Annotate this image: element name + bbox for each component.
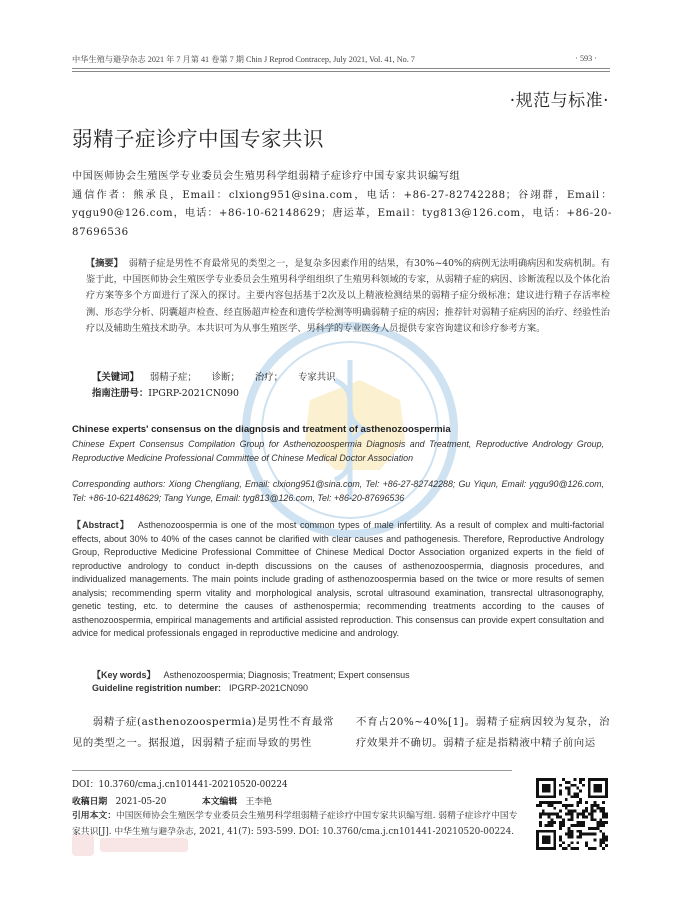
keywords-cn <box>92 369 348 383</box>
keywords-cn-label: 【关键词】 <box>92 372 139 383</box>
abstract-cn-label: 【摘要】 <box>86 258 123 269</box>
english-group: Chinese Expert Consensus Compilation Group for Asthenozoospermia Diagnosis and Treatment, Reproductive Andrology Group, Reproductive Medicine Professional Committee of Chinese Medical Doctor Association <box>72 439 604 463</box>
abstract-cn <box>86 256 610 337</box>
running-header: 中华生殖与避孕杂志 2021 年 7 月第 41 卷第 7 期 Chin J Reprod Contracep, July 2021, Vol. 41, No. 7 <box>72 55 415 64</box>
keyword: 弱精子症； <box>149 372 197 383</box>
body-column-right: 不育占20%~40%[1]。弱精子症病因较为复杂，治疗效果并不确切。弱精子症是指精液中精子前向运 <box>356 716 610 749</box>
dates-line <box>72 794 272 807</box>
guideline-cn-value: IPGRP-2021CN090 <box>148 388 239 399</box>
english-keywords-text: Asthenozoospermia; Diagnosis; Treatment; Expert consensus <box>163 670 410 680</box>
citation-text: 中国医师协会生殖医学专业委员会生殖男科学组弱精子症诊疗中国专家共识编写组. 弱精子症诊疗中国专家共识[J]. 中华生殖与避孕杂志, 2021, 41(7): 593-599. DOI: 10.3760/cma.j.cn101441-20210520-00224. <box>72 811 518 837</box>
footnote-rule <box>72 770 512 771</box>
english-guideline-value: IPGRP-2021CN090 <box>229 683 309 693</box>
guideline-cn-label: 指南注册号： <box>92 388 149 399</box>
page-number: · 593 · <box>575 54 597 63</box>
body-column-left: 弱精子症(asthenozoospermia)是男性不育最常见的类型之一。据报道，因弱精子症而导致的男性 <box>72 716 334 749</box>
doi: DOI：10.3760/cma.j.cn101441-20210520-00224 <box>72 780 288 790</box>
english-keywords <box>92 668 410 681</box>
english-title: Chinese experts' consensus on the diagnosis and treatment of asthenozoospermia <box>72 424 451 435</box>
header-rule <box>72 68 610 69</box>
abstract-cn-text: 弱精子症是男性不育最常见的类型之一，是复杂多因素作用的结果，有30%~40%的病例无法明确病因和发病机制。有鉴于此，中国医师协会生殖医学专业委员会生殖男科学组组织了生殖男科领域的专家，从弱精子症的病因、诊断流程以及个体化治疗方案等多个方面进行了深入的探讨。主要内容包括基于2次及以上精液检测结果的弱精子症分级标准；建议进行精子存活率检测、形态学分析、阴囊超声检查、经直肠超声检查和遗传学检测等明确弱精子症的病因；推荐针对弱精子症病因的治疗、经验性治疗以及辅助生殖技术助孕。本共识可为从事生殖医学、男科学的专业医务人员提供专家咨询建议和诊疗参考方案。 <box>86 258 611 334</box>
english-keywords-label: 【Key words】 <box>92 670 156 680</box>
keyword: 诊断； <box>211 372 240 383</box>
keyword: 治疗； <box>254 372 284 383</box>
page-title: 弱精子症诊疗中国专家共识 <box>72 127 324 151</box>
editor-label: 本文编辑 <box>201 797 238 807</box>
section-label: ·规范与标准· <box>509 91 609 111</box>
english-abstract <box>72 519 604 641</box>
english-guideline-label: Guideline registrition number: <box>92 683 222 693</box>
guideline-cn <box>92 385 239 399</box>
citation-label: 引用本文： <box>72 811 116 821</box>
header-rule-secondary <box>72 71 610 72</box>
english-abstract-text: Asthenozoospermia is one of the most common types of male infertility. As a result of complex and multi-factorial effects, about 30% to 40% of the cases cannot be clarified with clear causes and pathogenesis. Therefore, Reproductive Andrology Group, Reproductive Medicine Professional Committee of Chinese Medical Doctor Association organized experts in the field of reproductive andrology to conduct in-depth discussions on the causes of asthenozoospermia, diagnosis procedures, and individualized managements. The main points include grading of asthenozoospermia based on the twice or more results of semen analysis; recommending sperm vitality and morphological analysis, scrotal ultrasound examination, transrectal ultrasonography, genetic testing, etc. to determine the causes of asthenospermia; recommending treatments according to the causes of asthenozoospermia, empirical managements and artificial assisted reproduction. This consensus can provide expert consultation and advice for medical professionals engaged in reproductive medicine and andrology. <box>72 520 605 638</box>
editor-value: 王李艳 <box>245 797 272 807</box>
english-corresponding: Corresponding authors: Xiong Chengliang, Email: clxiong951@sina.com, Tel: +86-27-82742288; Gu Yiqun, Email: yqgu90@126.com, Tel: +86-10-62148629; Tang Yunge, Email: tyg813@126.com, Tel: +86-20-87696536 <box>72 479 604 503</box>
english-guideline <box>92 683 308 693</box>
keyword: 专家共识 <box>298 372 336 383</box>
authors-block: 中国医师协会生殖医学专业委员会生殖男科学组弱精子症诊疗中国专家共识编写组 通信作者：熊承良，Email：clxiong951@sina.com，电话：+86-27-82742288；谷翊群，Email：yqgu90@126.com，电话：+86-10-62148629；唐运革，Email：tyg813@126.com，电话：+86-20-87696536 <box>72 171 612 238</box>
received-value: 2021-05-20 <box>115 797 167 807</box>
english-abstract-label: 【Abstract】 <box>72 520 130 530</box>
publisher-logo-watermark <box>72 828 192 862</box>
qr-code[interactable] <box>536 778 608 850</box>
received-label: 收稿日期 <box>72 797 108 807</box>
